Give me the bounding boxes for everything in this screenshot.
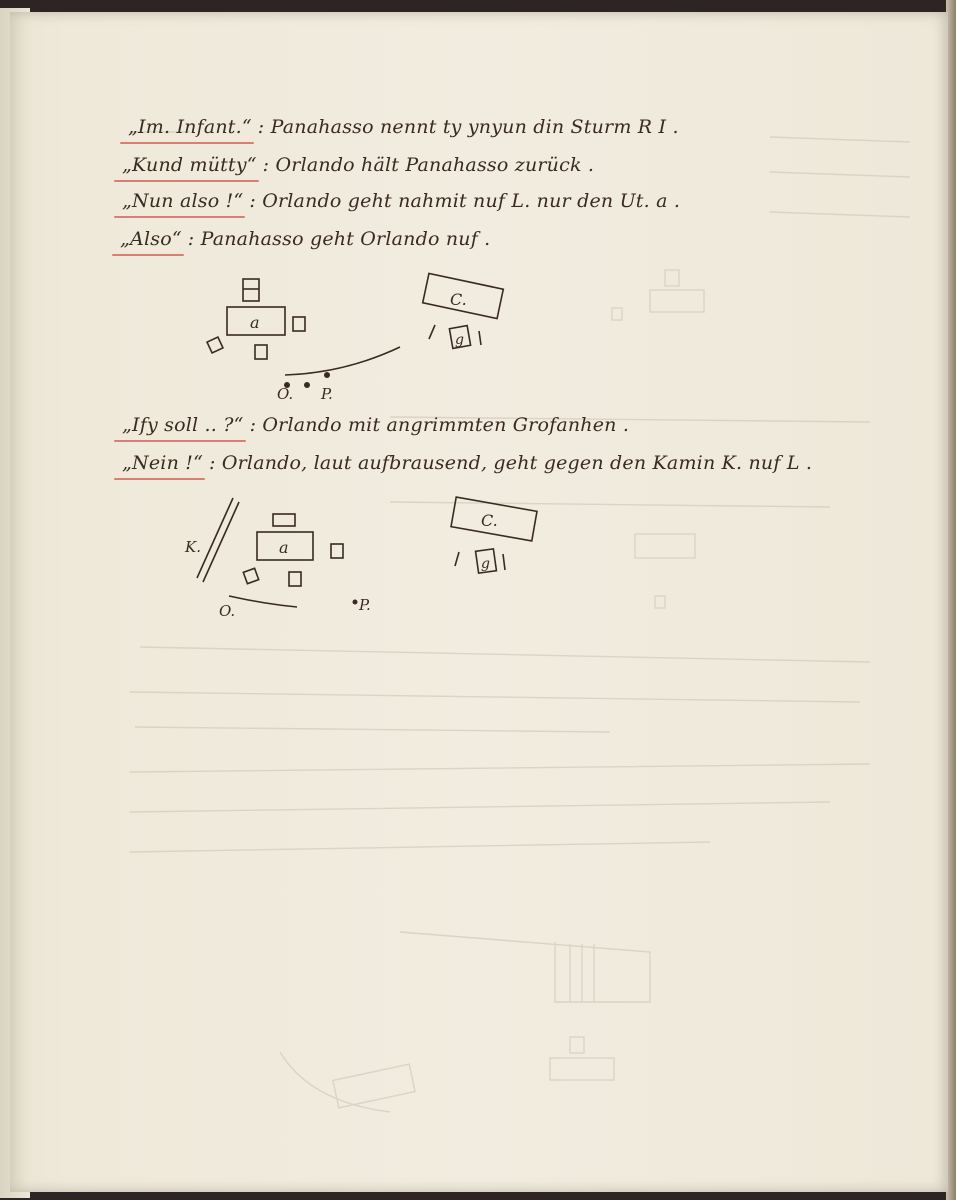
direction-text: : Orlando, laut aufbrausend, geht gegen den Kamin K. nuf L .: [209, 452, 813, 474]
actor-o-label: O.: [277, 385, 294, 403]
notebook-page: [10, 12, 948, 1192]
chair-left: [243, 568, 258, 583]
fireplace-k: [197, 498, 239, 582]
table-label: a: [250, 313, 260, 332]
chair-label: g: [455, 332, 464, 348]
chair-front: [289, 572, 301, 586]
actor-o-label: O.: [219, 602, 236, 620]
cue-text: „Also“: [120, 228, 182, 250]
cue-text: „Im. Infant.“: [128, 116, 252, 138]
stage-diagram-2: [185, 492, 565, 632]
chair-front: [255, 345, 267, 359]
direction-line-4: [120, 228, 490, 250]
direction-line-1: [128, 116, 679, 138]
chair-right: [293, 317, 305, 331]
actor-p-label: P.: [321, 385, 333, 403]
sofa-label: C.: [481, 511, 498, 530]
cue-text: „Nun also !“: [122, 190, 244, 212]
direction-line-2: [122, 154, 594, 176]
chair-upstage: [243, 279, 259, 301]
cue-text: „Kund mütty“: [122, 154, 257, 176]
fireplace-label: K.: [185, 538, 201, 556]
direction-text: : Orlando hält Panahasso zurück .: [262, 154, 595, 176]
chair-upstage: [273, 514, 295, 526]
actor-p-label: P.: [359, 596, 371, 614]
sofa-label: C.: [450, 290, 467, 309]
chair-right: [331, 544, 343, 558]
table-label: a: [279, 538, 289, 557]
chair-label: g: [481, 556, 490, 572]
direction-text: : Orlando geht nahmit nuf L. nur den Ut. a .: [249, 190, 681, 212]
chair-left: [207, 337, 223, 353]
direction-line-5: [122, 414, 629, 436]
direction-line-6: [122, 452, 812, 474]
movement-path: [229, 596, 297, 607]
movement-path: [285, 347, 400, 375]
cue-text: „Nein !“: [122, 452, 204, 474]
cue-text: „Ify soll .. ?“: [122, 414, 244, 436]
direction-text: : Orlando mit angrimmten Grofanhen .: [249, 414, 630, 436]
direction-line-3: [122, 190, 680, 212]
direction-text: : Panahasso nennt ty ynyun din Sturm R I .: [257, 116, 679, 138]
direction-text: : Panahasso geht Orlando nuf .: [187, 228, 491, 250]
stage-diagram-1: [195, 267, 535, 407]
